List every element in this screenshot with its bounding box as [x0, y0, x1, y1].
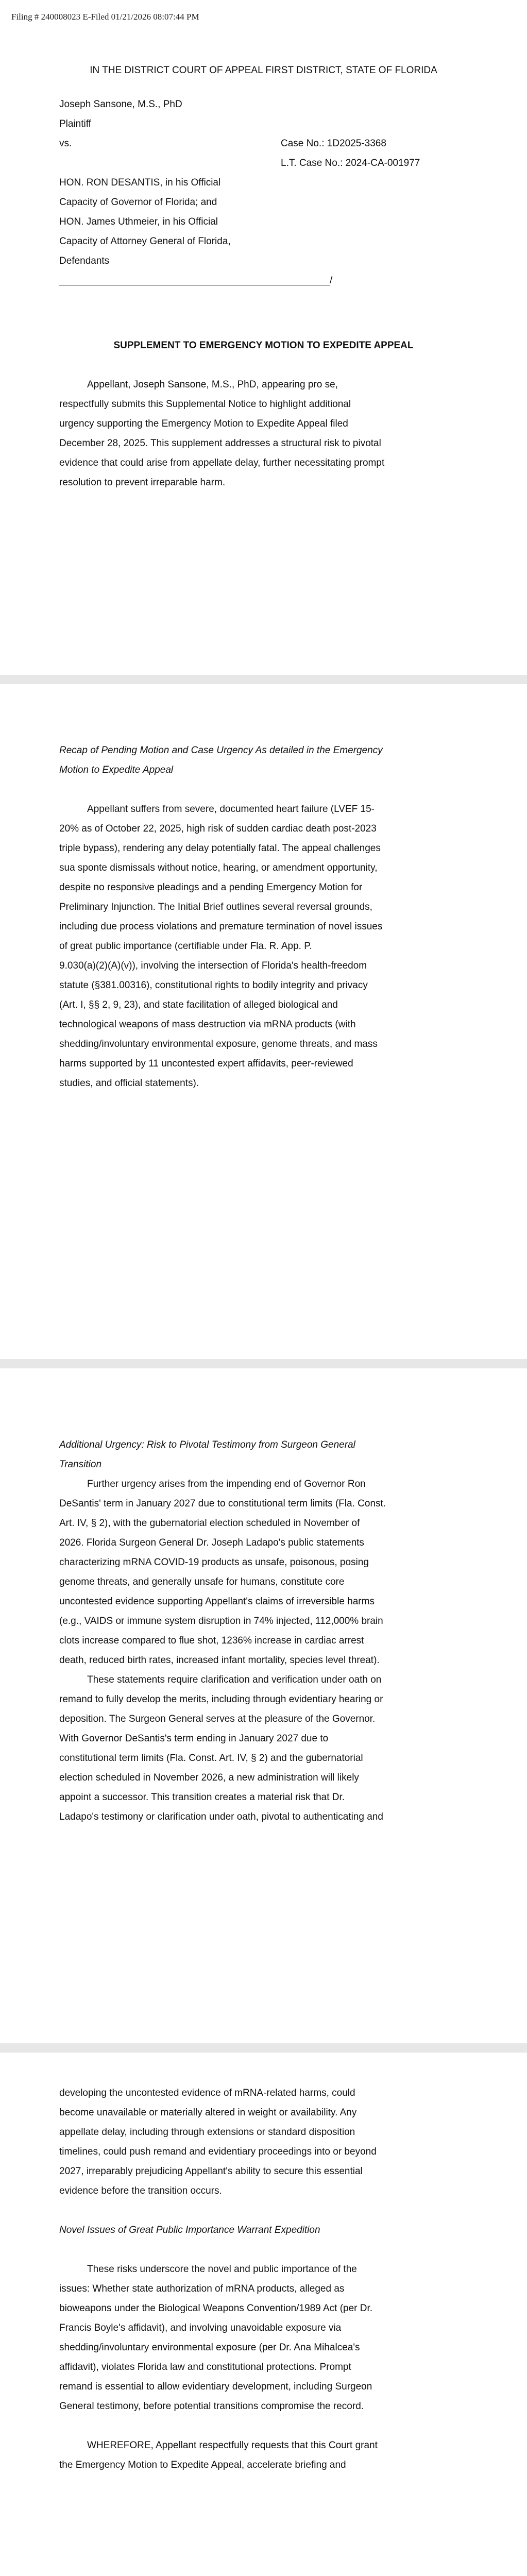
- additional-line: clots increase compared to flue shot, 1236% increase in cardiac arrest: [59, 1635, 364, 1646]
- additional-line: Further urgency arises from the impending end of Governor Ron: [87, 1479, 366, 1489]
- recap-line: sua sponte dismissals without notice, hearing, or amendment opportunity,: [59, 862, 378, 873]
- intro-line: December 28, 2025. This supplement addresses a structural risk to pivotal: [59, 438, 381, 449]
- additional-line: Art. IV, § 2), with the gubernatorial election scheduled in November of: [59, 1518, 360, 1529]
- recap-line: (Art. I, §§ 2, 9, 23), and state facilitation of alleged biological and: [59, 999, 338, 1010]
- recap-line: 9.030(a)(2)(A)(v)), involving the intersection of Florida's health-freedom: [59, 960, 367, 971]
- lt-case-row: [59, 154, 468, 173]
- recap-line: of great public importance (certifiable under Fla. R. App. P.: [59, 941, 312, 952]
- additional-heading: Additional Urgency: Risk to Pivotal Testimony from Surgeon General: [59, 1439, 355, 1450]
- recap-line: Preliminary Injunction. The Initial Brief outlines several reversal grounds,: [59, 902, 372, 912]
- novel-line: shedding/involuntary environmental exposure (per Dr. Ana Mihalcea's: [59, 2342, 360, 2353]
- continued-line: 2027, irreparably prejudicing Appellant's ability to secure this essential: [59, 2166, 363, 2177]
- court-caption: IN THE DISTRICT COURT OF APPEAL FIRST DISTRICT, STATE OF FLORIDA: [90, 65, 437, 76]
- caption-rule-end: /: [330, 275, 333, 286]
- recap-line: including due process violations and premature termination of novel issues: [59, 921, 383, 932]
- recap-line: studies, and official statements).: [59, 1078, 199, 1089]
- novel-line: affidavit), violates Florida law and constitutional protections. Prompt: [59, 2362, 351, 2372]
- additional-line: genome threats, and generally unsafe for humans, constitute core: [59, 1577, 345, 1587]
- document-title: SUPPLEMENT TO EMERGENCY MOTION TO EXPEDITE APPEAL: [113, 340, 414, 351]
- intro-line: evidence that could arise from appellate delay, further necessitating prompt: [59, 457, 385, 468]
- additional-line: These statements require clarification and verification under oath on: [87, 1674, 382, 1685]
- plaintiff-name: Joseph Sansone, M.S., PhD: [59, 99, 182, 110]
- filing-stamp: Filing # 240008023 E-Filed 01/21/2026 08:07:44 PM: [11, 12, 199, 22]
- case-number: Case No.: 1D2025-3368: [281, 138, 386, 149]
- novel-line: issues: Whether state authorization of mRNA products, alleged as: [59, 2283, 345, 2294]
- novel-line: These risks underscore the novel and public importance of the: [87, 2264, 357, 2275]
- additional-line: Ladapo's testimony or clarification under oath, pivotal to authenticating and: [59, 1811, 383, 1822]
- page-2: [0, 684, 527, 1359]
- novel-line: bioweapons under the Biological Weapons Convention/1989 Act (per Dr.: [59, 2303, 373, 2314]
- recap-line: 20% as of October 22, 2025, high risk of sudden cardiac death post-2023: [59, 823, 377, 834]
- intro-line: resolution to prevent irreparable harm.: [59, 477, 226, 488]
- versus-row: [59, 134, 468, 154]
- novel-line: remand is essential to allow evidentiary development, including Surgeon: [59, 2381, 372, 2392]
- defendant-line: Capacity of Governor of Florida; and: [59, 197, 217, 208]
- additional-line: appoint a successor. This transition creates a material risk that Dr.: [59, 1792, 345, 1803]
- additional-line: constitutional term limits (Fla. Const. Art. IV, § 2) and the gubernatorial: [59, 1753, 363, 1764]
- intro-line: urgency supporting the Emergency Motion to Expedite Appeal filed: [59, 418, 348, 429]
- versus: vs.: [59, 138, 72, 149]
- additional-line: remand to fully develop the merits, including through evidentiary hearing or: [59, 1694, 383, 1705]
- wherefore-line: WHEREFORE, Appellant respectfully requests that this Court grant: [87, 2440, 378, 2451]
- novel-line: General testimony, before potential transitions compromise the record.: [59, 2401, 364, 2412]
- recap-line: statute (§381.00316), constitutional rights to bodily integrity and privacy: [59, 980, 368, 991]
- plaintiff-label: Plaintiff: [59, 118, 91, 129]
- continued-line: timelines, could push remand and evidentiary proceedings into or beyond: [59, 2146, 377, 2157]
- additional-line: deposition. The Surgeon General serves at the pleasure of the Governor.: [59, 1714, 376, 1724]
- additional-line: election scheduled in November 2026, a new administration will likely: [59, 1772, 359, 1783]
- defendant-line: Capacity of Attorney General of Florida,: [59, 236, 231, 247]
- novel-line: Francis Boyle's affidavit), and involving unavoidable exposure via: [59, 2323, 342, 2333]
- additional-line: With Governor DeSantis's term ending in January 2027 due to: [59, 1733, 329, 1744]
- additional-line: 2026. Florida Surgeon General Dr. Joseph Ladapo's public statements: [59, 1537, 364, 1548]
- recap-line: Appellant suffers from severe, documented heart failure (LVEF 15-: [87, 804, 375, 815]
- recap-line: harms supported by 11 uncontested expert affidavits, peer-reviewed: [59, 1058, 353, 1069]
- recap-heading: Recap of Pending Motion and Case Urgency As detailed in the Emergency: [59, 745, 383, 756]
- intro-line: respectfully submits this Supplemental Notice to highlight additional: [59, 399, 351, 410]
- continued-line: become unavailable or materially altered in weight or availability. Any: [59, 2107, 357, 2118]
- additional-line: DeSantis' term in January 2027 due to constitutional term limits (Fla. Const.: [59, 1498, 386, 1509]
- continued-line: evidence before the transition occurs.: [59, 2185, 222, 2196]
- additional-heading: Transition: [59, 1459, 102, 1470]
- defendant-line: HON. RON DESANTIS, in his Official: [59, 177, 221, 188]
- defendants-label: Defendants: [59, 256, 110, 266]
- continued-line: developing the uncontested evidence of mRNA-related harms, could: [59, 2088, 355, 2098]
- additional-line: characterizing mRNA COVID-19 products as unsafe, poisonous, posing: [59, 1557, 369, 1568]
- continued-line: appellate delay, including through extensions or standard disposition: [59, 2127, 355, 2138]
- novel-heading: Novel Issues of Great Public Importance Warrant Expedition: [59, 2225, 320, 2235]
- additional-line: (e.g., VAIDS or immune system disruption in 74% injected, 112,000% brain: [59, 1616, 383, 1626]
- additional-line: uncontested evidence supporting Appellant's claims of irreversible harms: [59, 1596, 375, 1607]
- additional-line: death, reduced birth rates, increased infant mortality, species level threat).: [59, 1655, 380, 1666]
- page-4: [0, 2053, 527, 2576]
- page-1: [0, 0, 527, 675]
- page-3: [0, 1368, 527, 2043]
- recap-line: shedding/involuntary environmental exposure, genome threats, and mass: [59, 1039, 378, 1049]
- caption-rule: [59, 271, 468, 291]
- defendant-line: HON. James Uthmeier, in his Official: [59, 216, 218, 227]
- recap-line: despite no responsive pleadings and a pending Emergency Motion for: [59, 882, 363, 893]
- lt-case-number: L.T. Case No.: 2024-CA-001977: [281, 158, 420, 168]
- recap-line: technological weapons of mass destruction via mRNA products (with: [59, 1019, 356, 1030]
- recap-heading: Motion to Expedite Appeal: [59, 765, 174, 775]
- intro-line: Appellant, Joseph Sansone, M.S., PhD, appearing pro se,: [87, 379, 338, 390]
- wherefore-line: the Emergency Motion to Expedite Appeal, accelerate briefing and: [59, 2460, 346, 2470]
- recap-line: triple bypass), rendering any delay potentially fatal. The appeal challenges: [59, 843, 381, 854]
